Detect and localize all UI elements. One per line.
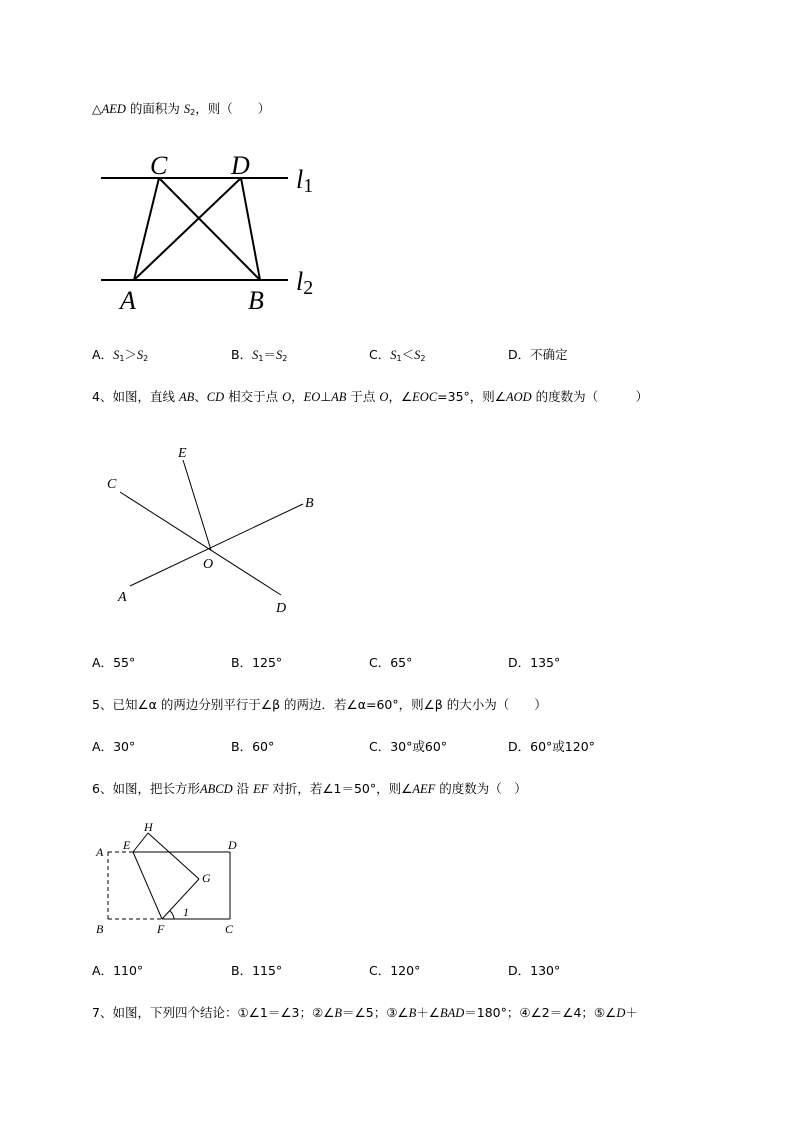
label-f: F (157, 922, 165, 936)
q6-stem: 6、如图，把长方形ABCD 沿 EF 对折，若∠1＝50°，则∠AEF 的度数为（ ） (92, 781, 527, 796)
label-l2: l2 (296, 267, 314, 299)
q7-stem: 7、如图，下列四个结论：①∠1＝∠3；②∠B＝∠5；③∠B＋∠BAD＝180°；④∠2＝∠4；⑤∠D＋ (92, 1005, 638, 1020)
label-a: A (118, 590, 127, 605)
segment-ad (134, 178, 241, 280)
q3-figure (95, 148, 335, 318)
label-l1: l1 (296, 165, 314, 197)
q6-option-c: C．120° (369, 963, 421, 978)
q6-option-d: D．130° (508, 963, 561, 978)
q5-option-c: C．30°或60° (369, 739, 448, 754)
q5-option-a: A．30° (92, 739, 136, 754)
label-h: H (144, 820, 153, 834)
q4-option-b: B．125° (231, 655, 283, 670)
label-c: C (150, 151, 168, 180)
label-d: D (228, 838, 237, 852)
label-b: B (96, 922, 104, 936)
q6-option-b: B．115° (231, 963, 283, 978)
q3-option-a: A．$S_1>S_2$ (92, 347, 149, 363)
q4-option-a: A．55° (92, 655, 136, 670)
label-1: 1 (183, 905, 189, 919)
q3-option-b: B．$S_1=S_2$ (231, 347, 288, 363)
segment-eh (133, 833, 148, 852)
q4-option-d: D．135° (508, 655, 561, 670)
q3-option-c: C．$S_1<S_2$ (369, 347, 426, 363)
label-e: E (123, 838, 131, 852)
segment-ca (134, 178, 159, 280)
q6-figure (90, 815, 250, 940)
q4-stem: 4、如图，直线 AB、CD 相交于点 O，EO⊥AB 于点 O，∠EOC=35°，则∠AOD 的度数为（ ） (92, 389, 649, 404)
label-c: C (225, 922, 234, 936)
segment-hg (148, 833, 199, 879)
q5-option-d: D．60°或120° (508, 739, 595, 754)
label-d: D (276, 601, 287, 616)
label-d: D (231, 151, 250, 180)
angle-1-arc (170, 911, 174, 919)
label-b: B (305, 496, 314, 511)
label-a: A (96, 845, 104, 859)
q3-option-d: D．不确定 (508, 347, 568, 362)
q5-option-b: B．60° (231, 739, 275, 754)
line-ab (130, 504, 303, 586)
segment-ef (133, 852, 162, 919)
label-o: O (203, 557, 214, 572)
q4-figure (100, 440, 340, 620)
label-a: A (120, 286, 136, 315)
label-e: E (178, 446, 187, 461)
q5-stem: 5、已知∠α 的两边分别平行于∠β 的两边．若∠α=60°，则∠β 的大小为（ ） (92, 697, 547, 712)
ray-oe (183, 460, 211, 550)
q3-stem: △AED 的面积为 $S_2$，则（ ） (92, 101, 271, 117)
q4-option-c: C．65° (369, 655, 413, 670)
label-c: C (107, 477, 117, 492)
q6-option-a: A．110° (92, 963, 144, 978)
label-b: B (248, 286, 264, 315)
segment-gf (162, 879, 199, 919)
label-g: G (202, 871, 211, 885)
